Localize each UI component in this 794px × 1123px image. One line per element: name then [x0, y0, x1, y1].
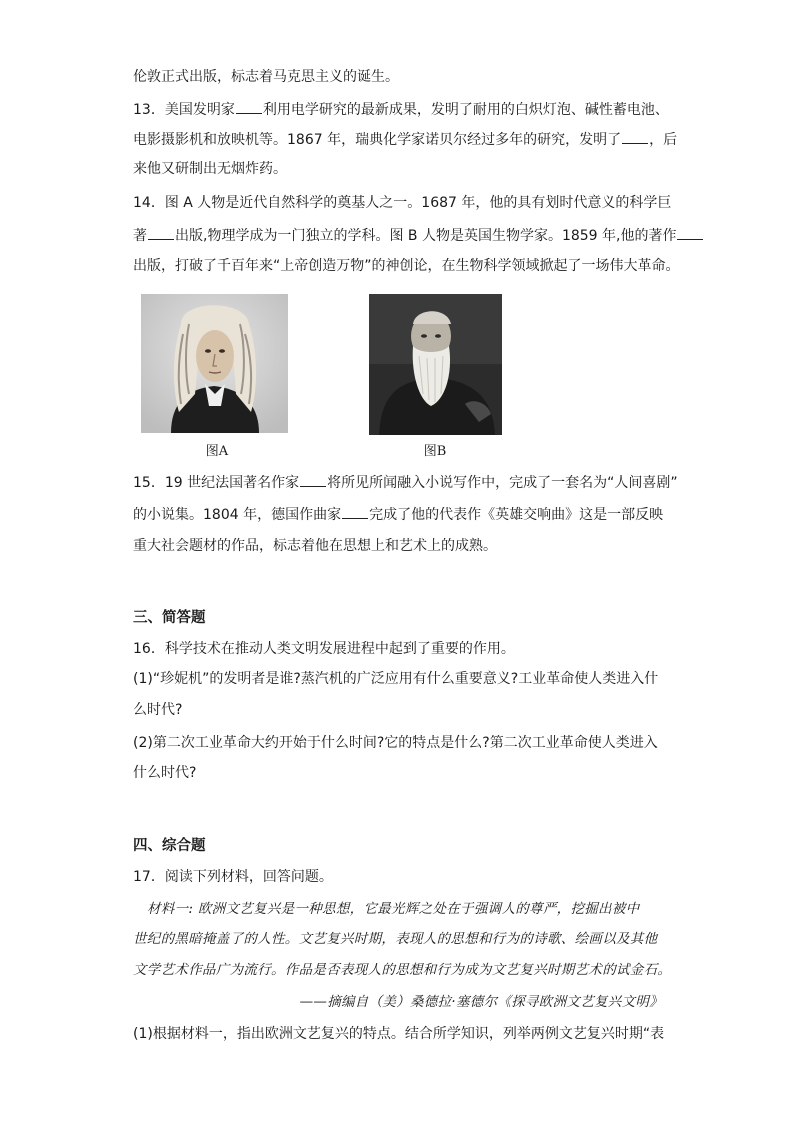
question-13-line-1: 13．美国发明家 利用电学研究的最新成果，发明了耐用的白炽灯泡、碱性蓄电池、 [133, 99, 663, 120]
fill-blank[interactable] [148, 225, 174, 240]
question-13-line-3: 来他又研制出无烟炸药。 [133, 161, 287, 177]
question-16-part-1-line-1: (1)“珍妮机”的发明者是谁?蒸汽机的广泛应用有什么重要意义?工业革命使人类进入什 [133, 671, 659, 687]
question-15-line-1: 15．19 世纪法国著名作家 将所见所闻融入小说写作中，完成了一套名为“人间喜剧” [133, 472, 663, 493]
material-1-source: ——摘编自（美）桑德拉·塞德尔《探寻欧洲文艺复兴文明》 [299, 994, 663, 1010]
portrait-b-image [369, 294, 502, 435]
figure-a-portrait [141, 294, 288, 433]
text-line: 伦敦正式出版，标志着马克思主义的诞生。 [133, 69, 399, 85]
question-16-part-2-line-1: (2)第二次工业革命大约开始于什么时间?它的特点是什么?第二次工业革命使人类进入 [133, 735, 658, 751]
material-1-line-2: 世纪的黑暗掩盖了的人性。文艺复兴时期，表现人的思想和行为的诗歌、绘画以及其他 [133, 931, 658, 947]
figure-b-portrait [369, 294, 502, 435]
question-14-line-1: 14．图 A 人物是近代自然科学的奠基人之一。1687 年，他的具有划时代意义的科学巨 [133, 195, 672, 211]
fill-blank[interactable] [236, 99, 262, 114]
section-heading-comprehensive: 四、综合题 [133, 838, 206, 854]
portrait-a-image [141, 294, 288, 433]
question-15-line-2: 的小说集。1804 年，德国作曲家 完成了他的代表作《英雄交响曲》这是一部反映 [133, 504, 663, 525]
fill-blank[interactable] [622, 129, 648, 144]
fill-blank[interactable] [677, 225, 703, 240]
question-17-stem: 17．阅读下列材料，回答问题。 [133, 869, 333, 885]
figure-b-caption: 图B [423, 444, 447, 459]
question-16-part-2-line-2: 什么时代? [133, 765, 197, 781]
question-16-part-1-line-2: 么时代? [133, 702, 183, 718]
figure-a-caption: 图A [205, 444, 229, 459]
question-13-line-2: 电影摄影机和放映机等。1867 年，瑞典化学家诺贝尔经过多年的研究，发明了 ，后 [133, 129, 663, 150]
section-heading-short-answer: 三、简答题 [133, 610, 206, 626]
question-14-line-2: 著 出版,物理学成为一门独立的学科。图 B 人物是英国生物学家。1859 年,他的著作 [133, 225, 663, 246]
material-1-line-1: 材料一: 欧洲文艺复兴是一种思想，它最光辉之处在于强调人的尊严，挖掘出被中 [147, 901, 640, 917]
question-14-line-3: 出版，打破了千百年来“上帝创造万物”的神创论，在生物科学领域掀起了一场伟大革命。 [133, 258, 680, 274]
fill-blank[interactable] [342, 504, 368, 519]
fill-blank[interactable] [300, 472, 326, 487]
material-1-line-3: 文学艺术作品广为流行。作品是否表现人的思想和行为成为文艺复兴时期艺术的试金石。 [133, 962, 672, 978]
question-17-part-1: (1)根据材料一，指出欧洲文艺复兴的特点。结合所学知识，列举两例文艺复兴时期“表 [133, 1026, 665, 1042]
question-16-stem: 16．科学技术在推动人类文明发展进程中起到了重要的作用。 [133, 641, 515, 657]
question-15-line-3: 重大社会题材的作品，标志着他在思想上和艺术上的成熟。 [133, 538, 497, 554]
